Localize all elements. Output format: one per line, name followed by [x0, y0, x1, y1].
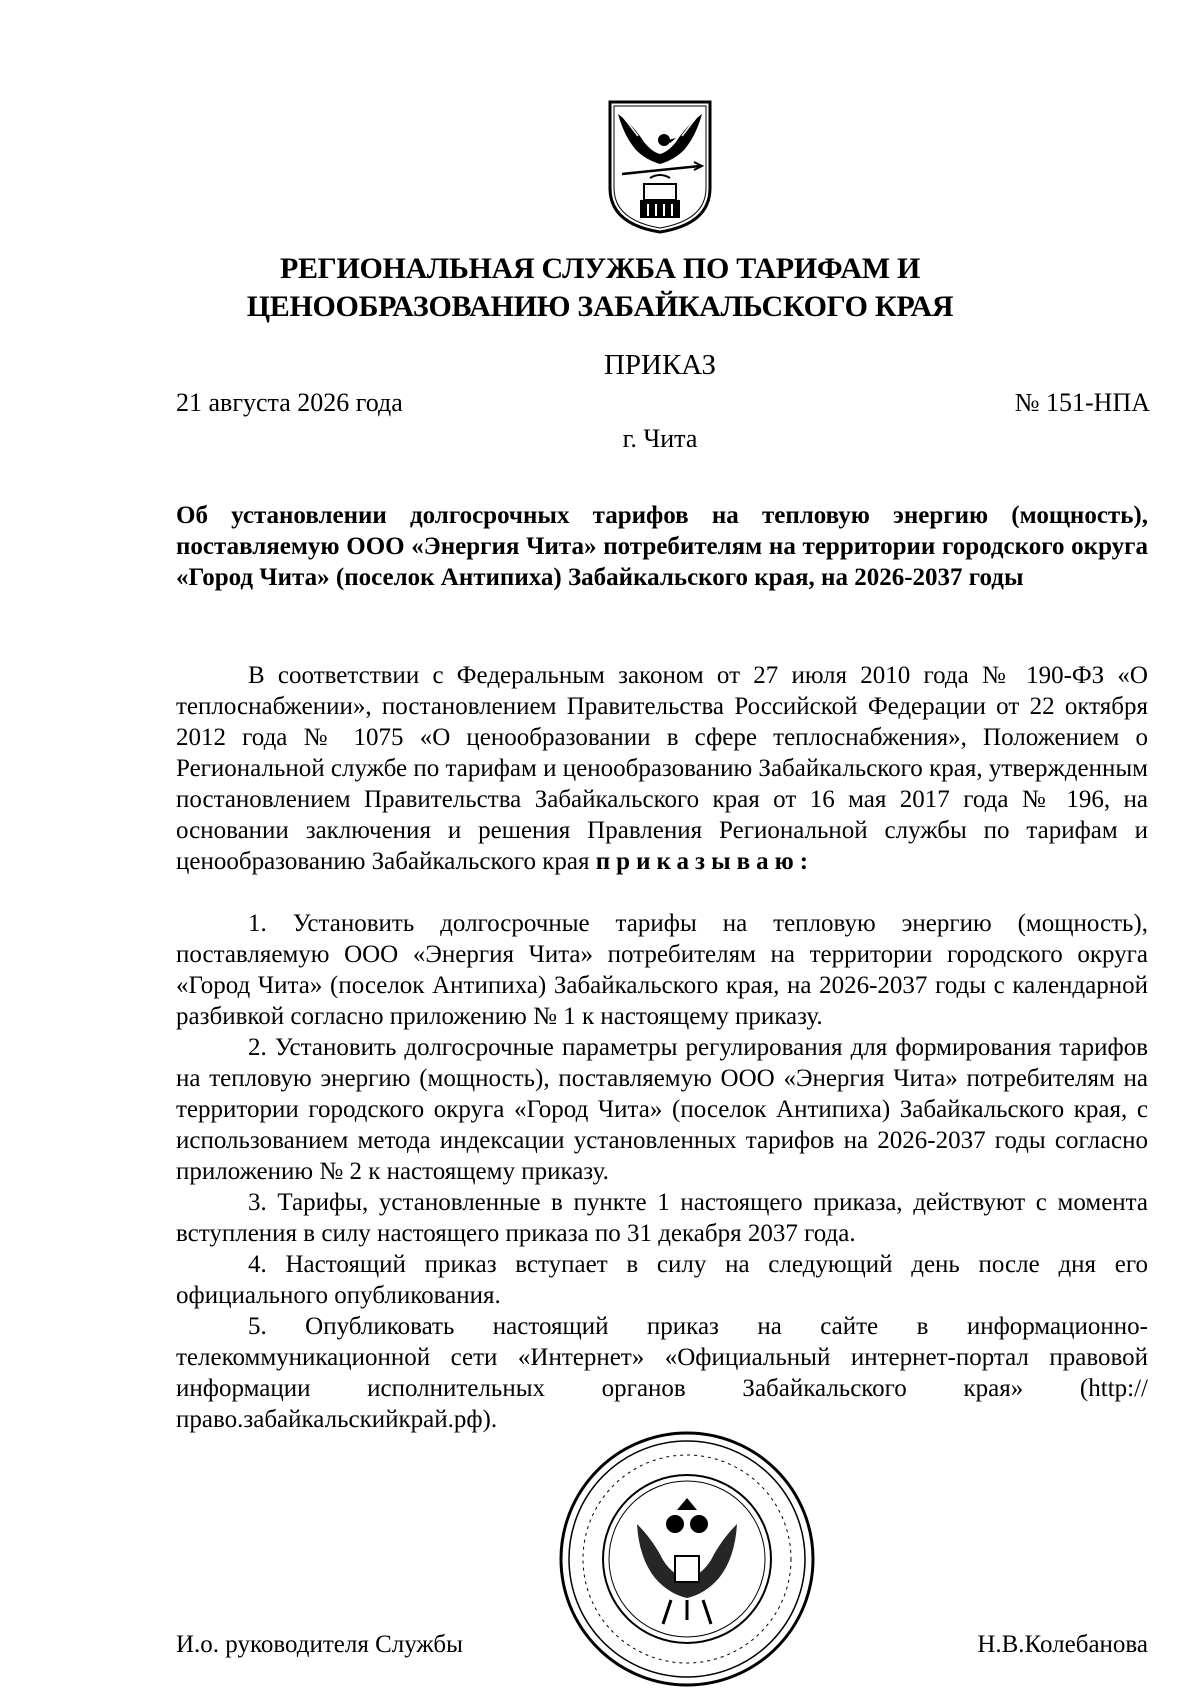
order-item-4: 4. Настоящий приказ вступает в силу на следующий день после дня его официального опубликования.: [176, 1251, 1148, 1309]
document-city: г. Чита: [622, 424, 698, 453]
organization-title-line1: РЕГИОНАЛЬНАЯ СЛУЖБА ПО ТАРИФАМ И: [279, 252, 921, 285]
signatory-position: И.о. руководителя Службы: [176, 1631, 463, 1658]
preamble-text: В соответствии с Федеральным законом от 27 июля 2010 года № 190-ФЗ «О теплоснабжении», постановлением Правительства Российской Федерации от 22 октября 2012 года № 1075 «О ценообразовании в сфере теплоснабжения», Положением о Региональной службе по тарифам и ценообразованию Забайкальского края, утвержденным постановлением Правительства Забайкальского края от 16 мая 2017 года № 196, на основании заключения и решения Правления Региональной службы по тарифам и ценообразованию Забайкальского края: [176, 662, 1148, 875]
official-seal-icon: [553, 1428, 821, 1690]
organization-title-line2: ЦЕНООБРАЗОВАНИЮ ЗАБАЙКАЛЬСКОГО КРАЯ: [246, 290, 954, 323]
coat-of-arms-icon: [604, 96, 716, 236]
document-date: 21 августа 2026 года: [176, 388, 403, 417]
order-item-5: 5. Опубликовать настоящий приказ на сайте в информационно-телекоммуникационной сети «Интернет» «Официальный интернет-портал правовой информации исполнительных органов Забайкальского края» (http://право.забайкальскийкрай.рф).: [176, 1313, 1148, 1433]
document-subject: Об установлении долгосрочных тарифов на тепловую энергию (мощность), поставляемую ООО «Энергия Чита» потребителям на территории городского округа «Город Чита» (поселок Антипиха) Забайкальского края, на 2026-2037 годы: [176, 502, 1148, 591]
document-body: [176, 660, 1148, 1435]
signatory-name: Н.В.Колебанова: [977, 1631, 1148, 1658]
order-item-3: 3. Тарифы, установленные в пункте 1 настоящего приказа, действуют с момента вступления в силу настоящего приказа по 31 декабря 2037 года.: [176, 1189, 1148, 1247]
order-item-2: 2. Установить долгосрочные параметры регулирования для формирования тарифов на тепловую энергию (мощность), поставляемую ООО «Энергия Чита» потребителям на территории городского округа «Город Чита» (поселок Антипиха) Забайкальского края, с использованием метода индексации установленных тарифов на 2026-2037 годы согласно приложению № 2 к настоящему приказу.: [176, 1034, 1148, 1185]
order-item-1: 1. Установить долгосрочные тарифы на тепловую энергию (мощность), поставляемую ООО «Энергия Чита» потребителям на территории городского округа «Город Чита» (поселок Антипиха) Забайкальского края, на 2026-2037 годы с календарной разбивкой согласно приложению № 1 к настоящему приказу.: [176, 910, 1148, 1030]
document-type: ПРИКАЗ: [603, 349, 717, 381]
preamble-paragraph: [176, 660, 1148, 877]
organization-title: [200, 250, 1000, 326]
order-word: приказываю:: [595, 848, 815, 875]
document-number: № 151-НПА: [1014, 388, 1150, 417]
